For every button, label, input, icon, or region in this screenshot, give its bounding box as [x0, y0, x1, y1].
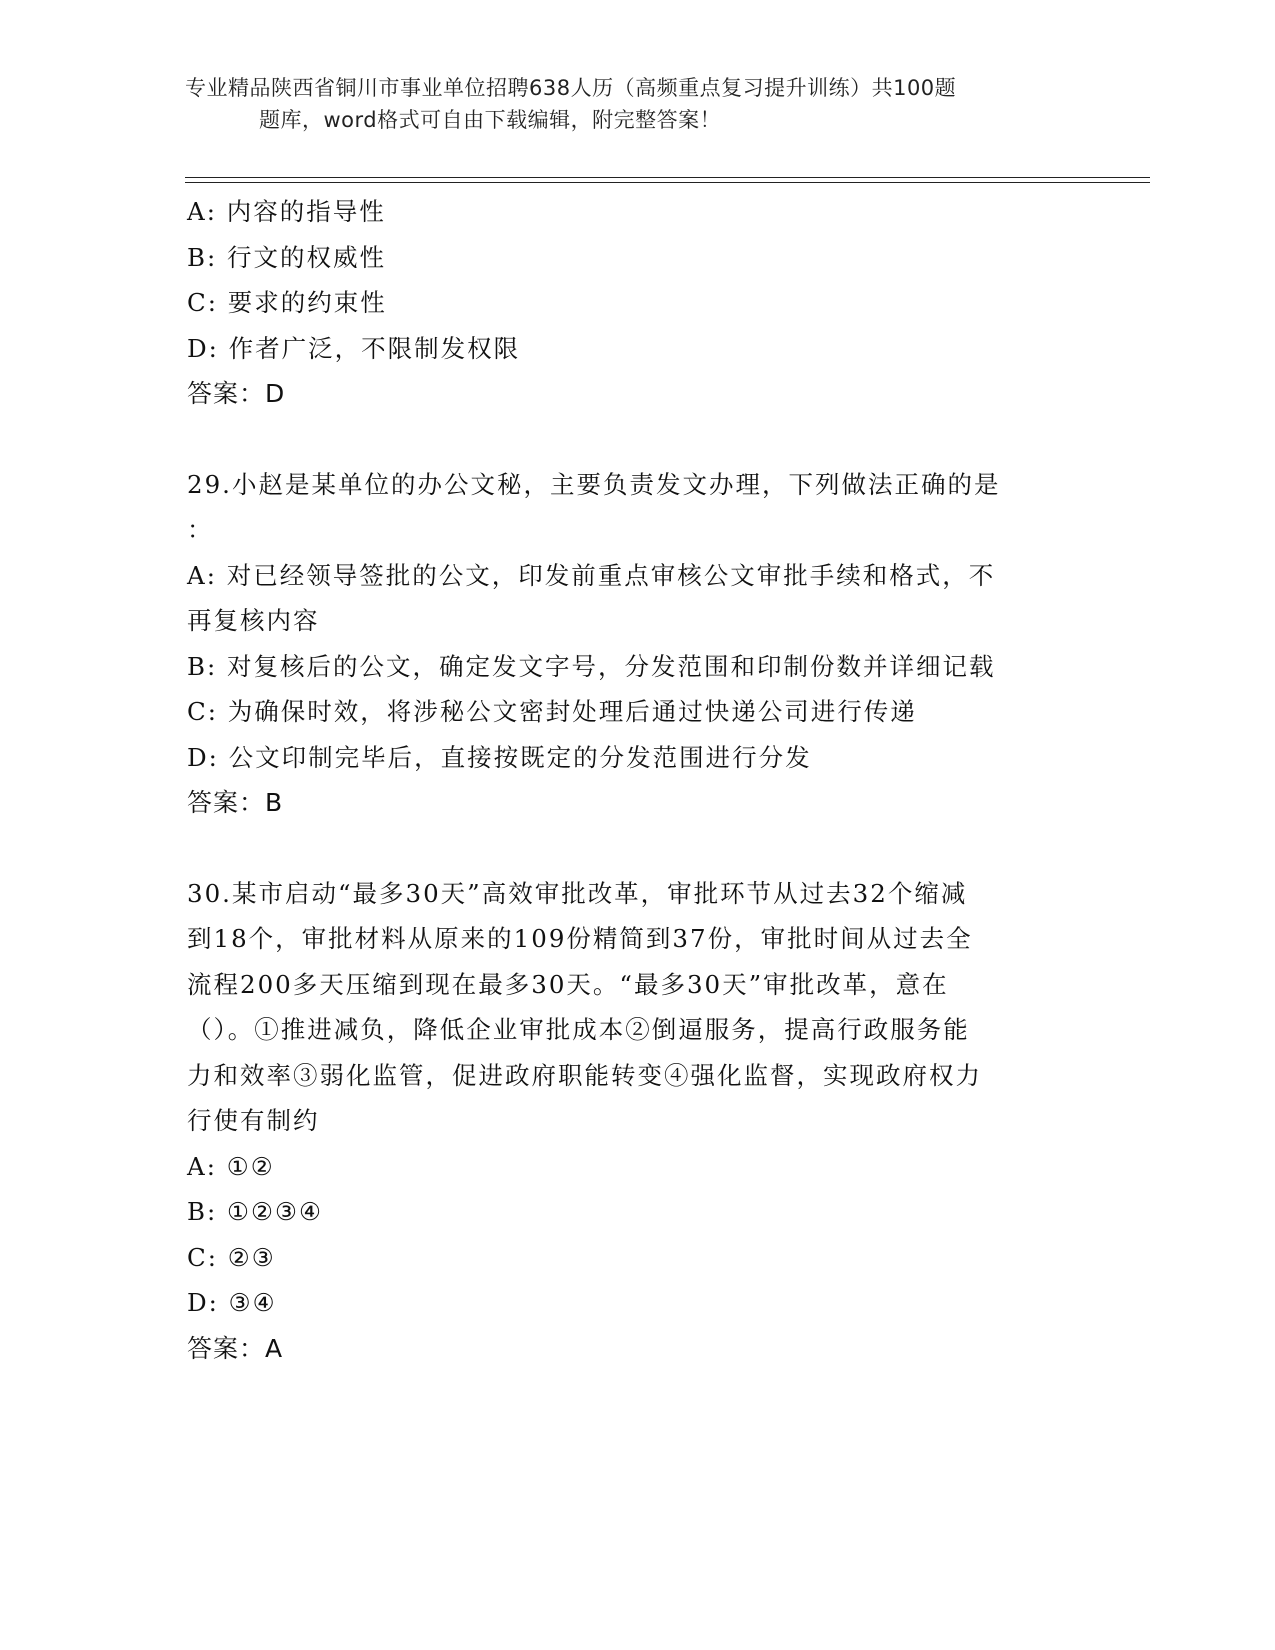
header-divider-bottom [185, 182, 1150, 183]
q29-option-a-line2: 再复核内容 [187, 606, 320, 635]
q30-option-b: B: ①②③④ [187, 1197, 323, 1226]
q30-option-a: A: ①② [187, 1151, 275, 1181]
question-28-block [187, 189, 1077, 417]
q29-stem-line2: ： [187, 515, 214, 544]
q28-option-c: C: 要求的约束性 [187, 288, 387, 317]
question-30-block [187, 871, 1077, 1372]
q29-option-d: D: 公文印制完毕后，直接按既定的分发范围进行分发 [187, 742, 812, 772]
q30-option-c: C: ②③ [187, 1242, 276, 1272]
q28-option-b: B: 行文的权威性 [187, 242, 387, 272]
q28-option-d: D: 作者广泛，不限制发权限 [187, 333, 521, 363]
q29-stem-line1: 29.小赵是某单位的办公文秘，主要负责发文办理，下列做法正确的是 [187, 469, 1001, 499]
q29-option-a-line1: A: 对已经领导签批的公文，印发前重点审核公文审批手续和格式，不 [187, 560, 996, 590]
q30-stem-line: 力和效率③弱化监管，促进政府职能转变④强化监督，实现政府权力 [187, 1060, 982, 1090]
q30-stem-line: 行使有制约 [187, 1106, 320, 1135]
q29-option-b: B: 对复核后的公文，确定发文字号，分发范围和印制份数并详细记载 [187, 651, 996, 681]
document-header [185, 72, 1085, 136]
header-title-line2: 题库，word格式可自由下载编辑，附完整答案！ [259, 108, 722, 132]
q30-stem-line: （）。①推进减负，降低企业审批成本②倒逼服务，提高行政服务能 [187, 1015, 970, 1044]
q30-answer: 答案：A [187, 1333, 284, 1363]
q30-stem-line: 到18个，审批材料从原来的109份精简到37份，审批时间从过去全 [187, 924, 973, 953]
q30-stem-line: 30.某市启动“最多30天”高效审批改革，审批环节从过去32个缩减 [187, 878, 968, 908]
document-body [187, 189, 1077, 1371]
q30-stem-line: 流程200多天压缩到现在最多30天。“最多30天”审批改革，意在 [187, 969, 949, 999]
spacer [187, 417, 1077, 462]
header-title-line1: 专业精品陕西省铜川市事业单位招聘638人历（高频重点复习提升训练）共100题 [185, 76, 957, 100]
q30-option-d: D: ③④ [187, 1288, 277, 1317]
q28-option-a: A: 内容的指导性 [187, 197, 386, 226]
q28-answer: 答案：D [187, 379, 286, 408]
header-divider-top [185, 177, 1150, 178]
q29-option-c: C: 为确保时效，将涉秘公文密封处理后通过快递公司进行传递 [187, 697, 917, 726]
question-29-block [187, 462, 1077, 826]
q29-answer: 答案：B [187, 788, 284, 817]
spacer [187, 826, 1077, 871]
